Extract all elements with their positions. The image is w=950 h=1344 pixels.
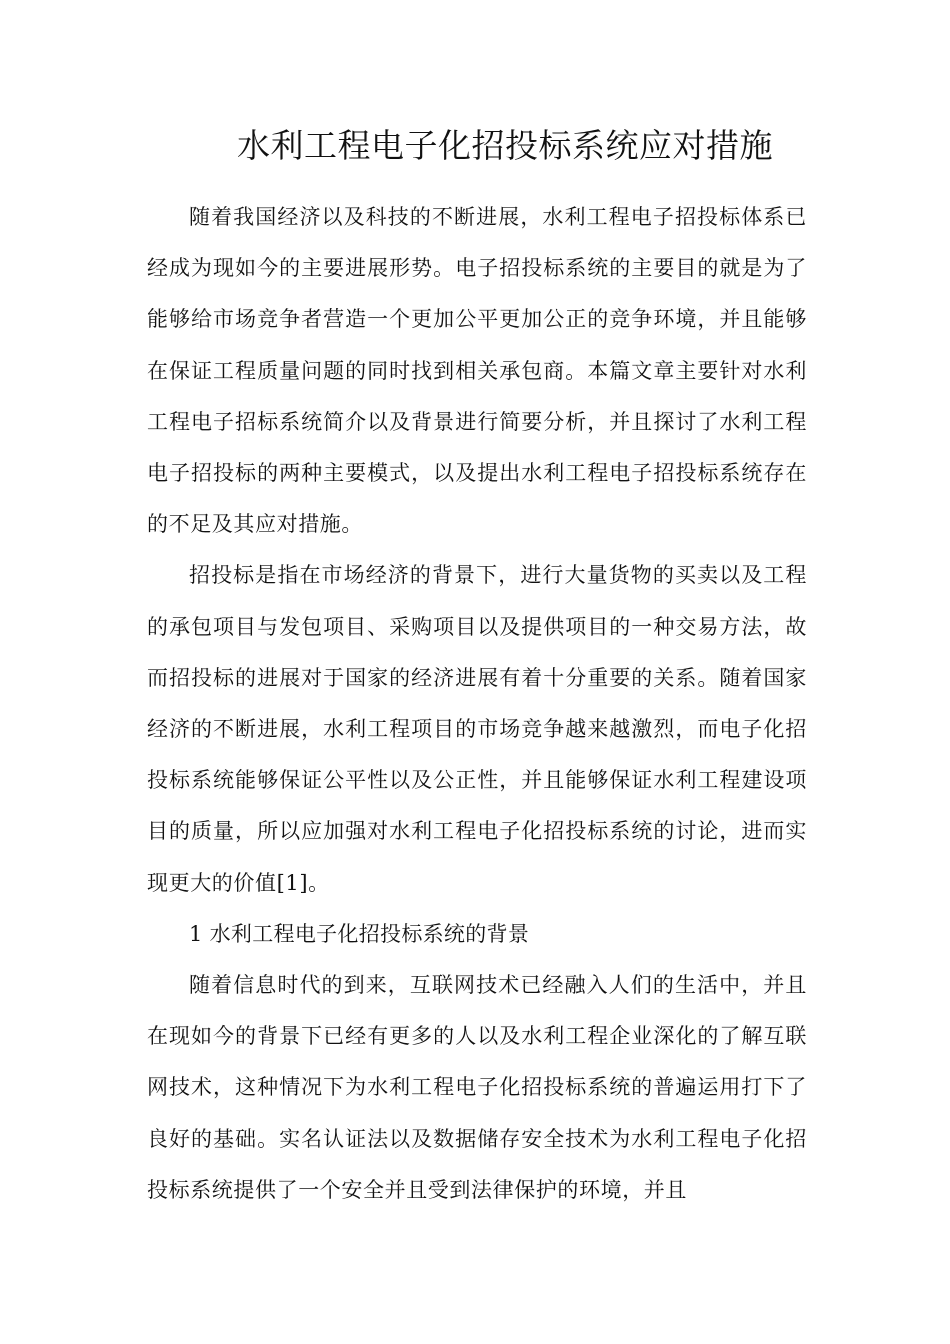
- document-title: 水利工程电子化招投标系统应对措施: [237, 126, 773, 165]
- intro-paragraph: 随着我国经济以及科技的不断进展，水利工程电子招投标体系已经成为现如今的主要进展形势。电子招投标系统的主要目的就是为了能够给市场竞争者营造一个更加公平更加公正的竞争环境，并且能够在保证工程质量问题的同时找到相关承包商。本篇文章主要针对水利工程电子招标系统简介以及背景进行简要分析，并且探讨了水利工程电子招投标的两种主要模式，以及提出水利工程电子招投标系统存在的不足及其应对措施。: [147, 205, 807, 537]
- section-paragraph: 随着信息时代的到来，互联网技术已经融入人们的生活中，并且在现如今的背景下已经有更多的人以及水利工程企业深化的了解互联网技术，这种情况下为水利工程电子化招投标系统的普遍运用打下了良好的基础。实名认证法以及数据储存安全技术为水利工程电子化招投标系统提供了一个安全并且受到法律保护的环境，并且: [147, 973, 807, 1202]
- section-heading: 1 水利工程电子化招投标系统的背景: [189, 921, 530, 946]
- background-paragraph: 招投标是指在市场经济的背景下，进行大量货物的买卖以及工程的承包项目与发包项目、采购项目以及提供项目的一种交易方法，故而招投标的进展对于国家的经济进展有着十分重要的关系。随着国家经济的不断进展，水利工程项目的市场竞争越来越激烈，而电子化招投标系统能够保证公平性以及公正性，并且能够保证水利工程建设项目的质量，所以应加强对水利工程电子化招投标系统的讨论，进而实现更大的价值[1]。: [147, 563, 807, 895]
- document-body: [147, 192, 807, 1216]
